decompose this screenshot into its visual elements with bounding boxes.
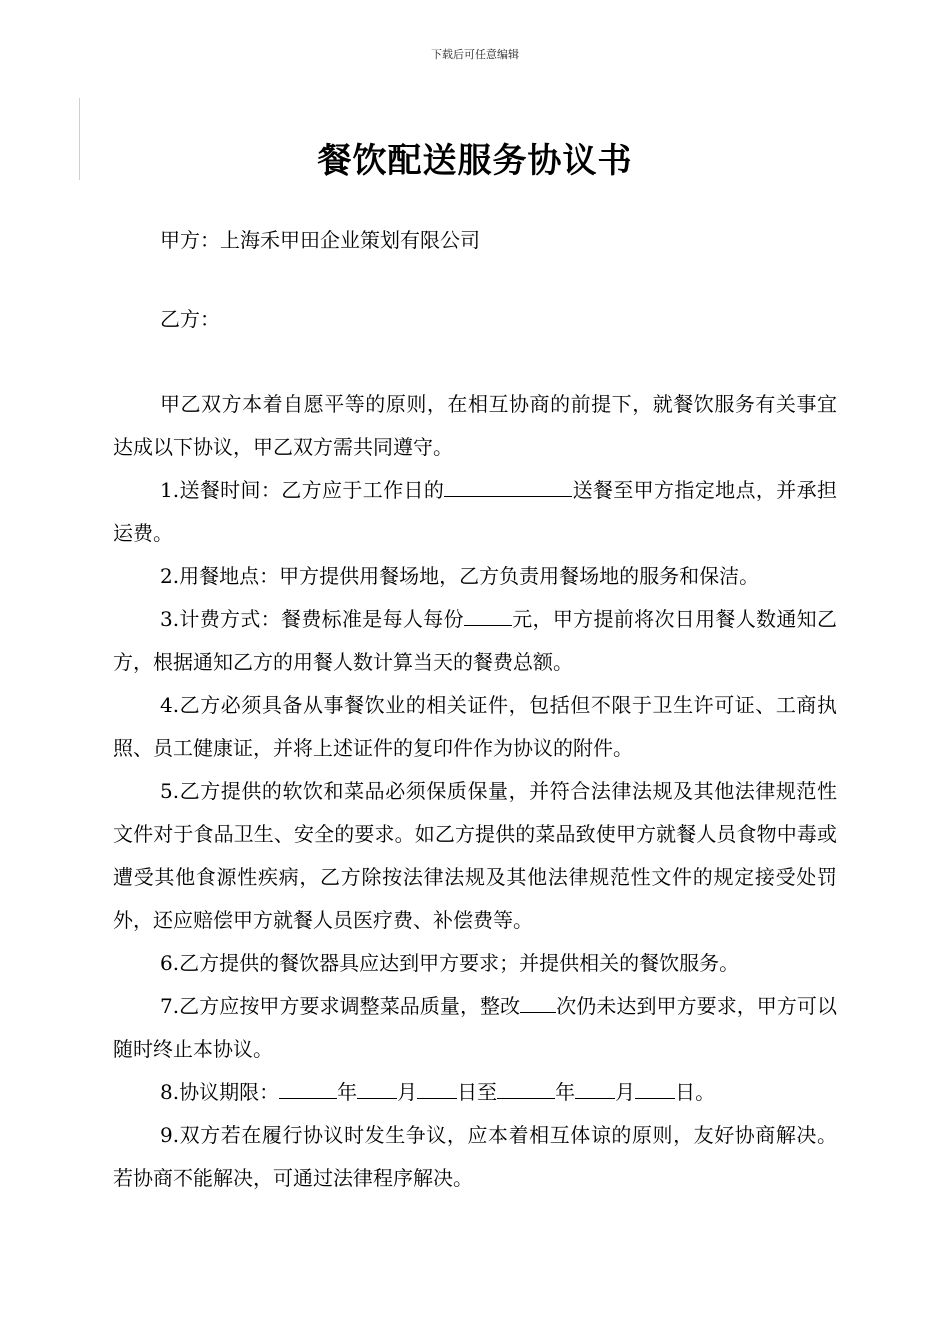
clause-6: 6.乙方提供的餐饮器具应达到甲方要求；并提供相关的餐饮服务。 [160, 951, 740, 975]
clause-5: 5.乙方提供的软饮和菜品必须保质保量，并符合法律法规及其他法律规范性文件对于食品卫生、安全的要求。如乙方提供的菜品致使甲方就餐人员食物中毒或遭受其他食源性疾病，乙方除按法律法规及其他法律规范性文件的规定接受处罚外，还应赔偿甲方就餐人员医疗费、补偿费等。 [113, 779, 837, 932]
agreement-body [113, 383, 837, 1200]
start-month-blank [357, 1078, 397, 1099]
party-b: 乙方： [160, 307, 220, 331]
end-month-blank [575, 1078, 615, 1099]
clause-7-after: 次仍未达到甲方要求，甲方可以随时终止本协议。 [113, 994, 837, 1061]
header-note: 下载后可任意编辑 [431, 48, 519, 61]
clause-8-year-1: 年 [337, 1080, 358, 1104]
clause-7 [113, 985, 837, 1071]
delivery-time-blank [444, 476, 572, 497]
clause-8-year-2: 年 [555, 1080, 576, 1104]
clause-8 [113, 1071, 837, 1114]
end-day-blank [635, 1078, 675, 1099]
clause-8-month-1: 月 [397, 1080, 418, 1104]
end-year-blank [497, 1078, 555, 1099]
intro-paragraph: 甲乙双方本着自愿平等的原则，在相互协商的前提下，就餐饮服务有关事宜达成以下协议，甲乙双方需共同遵守。 [113, 392, 837, 459]
clause-1-after: 送餐至甲方指定地点，并承担运费。 [113, 478, 837, 545]
clause-2: 2.用餐地点：甲方提供用餐场地，乙方负责用餐场地的服务和保洁。 [160, 564, 760, 588]
price-blank [464, 605, 512, 626]
clause-8-day-end: 日。 [675, 1080, 716, 1104]
clause-8-month-2: 月 [615, 1080, 636, 1104]
party-a: 甲方：上海禾甲田企业策划有限公司 [160, 228, 480, 252]
clause-1 [113, 469, 837, 555]
clause-7-before: 7.乙方应按甲方要求调整菜品质量，整改 [160, 994, 521, 1018]
clause-8-day-to: 日至 [457, 1080, 498, 1104]
clause-8-prefix: 8.协议期限： [160, 1080, 280, 1104]
document-title: 餐饮配送服务协议书 [317, 141, 633, 181]
clause-3-after: 元，甲方提前将次日用餐人数通知乙方，根据通知乙方的用餐人数计算当天的餐费总额。 [113, 607, 838, 674]
start-day-blank [417, 1078, 457, 1099]
start-year-blank [279, 1078, 337, 1099]
clause-3-before: 3.计费方式：餐费标准是每人每份 [160, 607, 464, 631]
clause-9: 9.双方若在履行协议时发生争议，应本着相互体谅的原则，友好协商解决。若协商不能解决，可通过法律程序解决。 [113, 1123, 837, 1190]
rectification-count-blank [520, 992, 556, 1013]
clause-1-before: 1.送餐时间：乙方应于工作日的 [160, 478, 445, 502]
clause-4: 4.乙方必须具备从事餐饮业的相关证件，包括但不限于卫生许可证、工商执照、员工健康证，并将上述证件的复印件作为协议的附件。 [113, 693, 837, 760]
clause-3 [113, 598, 837, 684]
